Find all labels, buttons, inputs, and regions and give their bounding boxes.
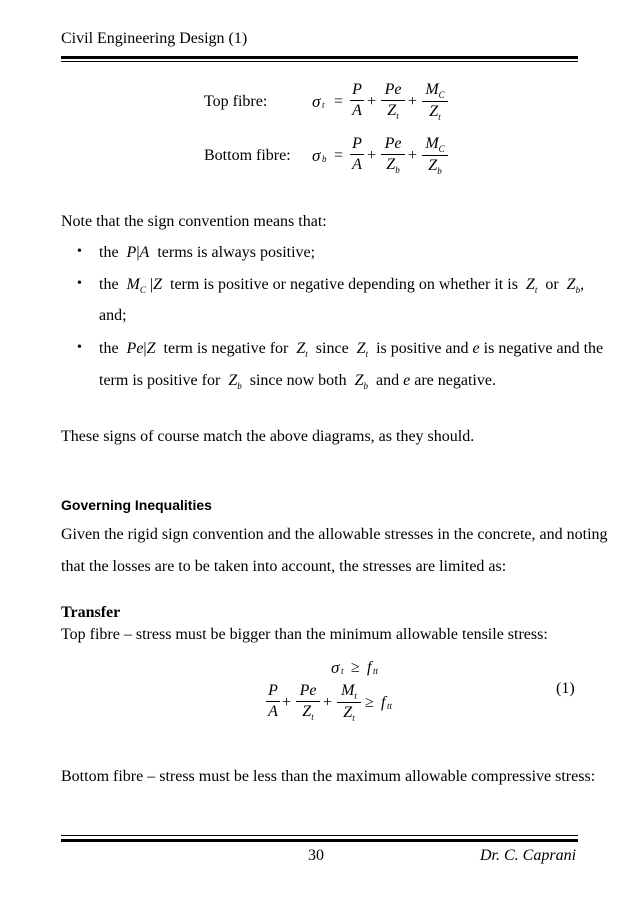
note-intro: Note that the sign convention means that: xyxy=(61,213,327,230)
bullet-2-marker: • xyxy=(77,276,82,291)
header-rule-thick xyxy=(61,56,578,59)
bullet-2: the $M_C$ |Z term is positive or negative depending on whether it is $Z_t$ or $Z_b$, xyxy=(99,276,585,295)
footer-author: Dr. C. Caprani xyxy=(480,847,577,864)
header-rule-thin xyxy=(61,61,578,62)
section-para-line-2: that the losses are to be taken into account, the stresses are limited as: xyxy=(61,558,507,575)
bullet-1: the P|A terms is always positive; xyxy=(99,244,316,261)
bullet-2-line-2: and; xyxy=(99,307,127,324)
footer-rule-thin xyxy=(61,835,578,836)
bullet-3-line-2: term is positive for $Z_b$ since now both $Z_b$ and e are negative. xyxy=(99,372,496,391)
transfer-heading: Transfer xyxy=(61,604,121,621)
bullet-3: the Pe|Z term is negative for $Z_t$ since $Z_t$ is positive and e is negative and the xyxy=(99,340,604,359)
bullet-1-marker: • xyxy=(77,244,82,259)
equation-number: (1) xyxy=(556,680,575,697)
note-closing: These signs of course match the above diagrams, as they should. xyxy=(61,428,475,445)
section-para-line-1: Given the rigid sign convention and the allowable stresses in the concrete, and noting xyxy=(61,526,608,543)
section-heading: Governing Inequalities xyxy=(61,497,212,513)
page-header-title: Civil Engineering Design (1) xyxy=(61,30,248,47)
page-number: 30 xyxy=(308,847,324,864)
transfer-top-text: Top fibre – stress must be bigger than the minimum allowable tensile stress: xyxy=(61,626,548,643)
transfer-bottom-text: Bottom fibre – stress must be less than the maximum allowable compressive stress: xyxy=(61,768,596,785)
bottom-fibre-label: Bottom fibre: xyxy=(204,147,291,164)
top-fibre-label: Top fibre: xyxy=(204,93,268,110)
bullet-3-marker: • xyxy=(77,340,82,355)
footer-rule-thick xyxy=(61,839,578,842)
